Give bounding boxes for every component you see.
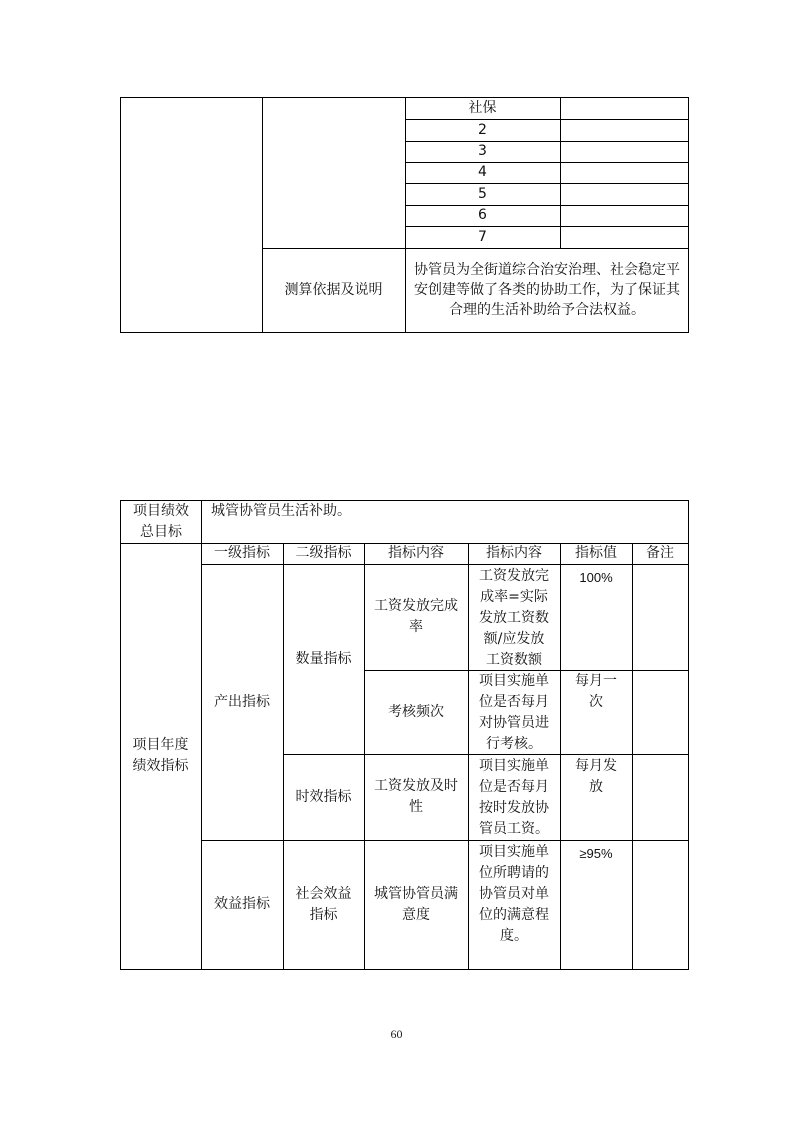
row-label-5: 5: [478, 185, 487, 202]
desc-wage-timeliness: 项目实施单位是否每月按时发放协管员工资。: [479, 758, 549, 837]
note-satisfaction: [632, 840, 688, 969]
value-assessment-frequency: 每月一次: [575, 673, 617, 710]
note-wage-timeliness: [632, 754, 688, 840]
item-satisfaction: 城管协管员满意度: [374, 885, 458, 923]
header-note: 备注: [646, 545, 674, 561]
row-label-2: 2: [478, 121, 487, 138]
desc-assessment-frequency: 项目实施单位是否每月对协管员进行考核。: [479, 673, 549, 752]
item-wage-timeliness: 工资发放及时性: [374, 778, 458, 815]
desc-wage-completion: 工资发放完成率=实际发放工资数额/应发放工资数额: [479, 568, 549, 668]
row-label-social-insurance: 社保: [468, 99, 497, 116]
row-label-3: 3: [478, 143, 487, 159]
timeliness-indicator: 时效指标: [295, 788, 352, 805]
output-indicator: 产出指标: [214, 693, 270, 710]
row-label-7: 7: [478, 228, 487, 245]
social-benefit-indicator: 社会效益指标: [295, 885, 352, 923]
note-assessment-frequency: [632, 670, 688, 754]
note-wage-completion: [632, 564, 688, 670]
benefit-indicator: 效益指标: [214, 896, 270, 912]
item-wage-completion: 工资发放完成率: [374, 598, 458, 635]
item-assessment-frequency: 考核频次: [388, 703, 444, 720]
row-label-6: 6: [478, 207, 487, 223]
header-content-2: 指标内容: [486, 545, 542, 561]
value-satisfaction: ≥95%: [579, 846, 613, 861]
value-wage-timeliness: 每月发放: [575, 758, 617, 795]
header-content: 指标内容: [388, 545, 444, 561]
header-level1: 一级指标: [214, 545, 270, 561]
basis-text: 协管员为全街道综合治安治理、社会稳定平安创建等做了各类的协助工作，为了保证其合理的生活补助给予合法权益。: [414, 262, 680, 318]
value-wage-completion: 100%: [579, 570, 613, 585]
annual-indicator-label: 项目年度绩效指标: [132, 737, 189, 774]
desc-satisfaction: 项目实施单位所聘请的协管员对单位的满意程度。: [479, 844, 549, 944]
row-label-4: 4: [478, 164, 487, 180]
page-number: 60: [390, 1027, 403, 1041]
header-level2: 二级指标: [295, 545, 352, 561]
quantity-indicator: 数量指标: [295, 650, 352, 667]
basis-label: 测算依据及说明: [284, 281, 383, 298]
header-value: 指标值: [575, 545, 617, 561]
goal-text: 城管协管员生活补助。: [211, 502, 351, 519]
goal-label: 项目绩效总目标: [133, 502, 189, 540]
